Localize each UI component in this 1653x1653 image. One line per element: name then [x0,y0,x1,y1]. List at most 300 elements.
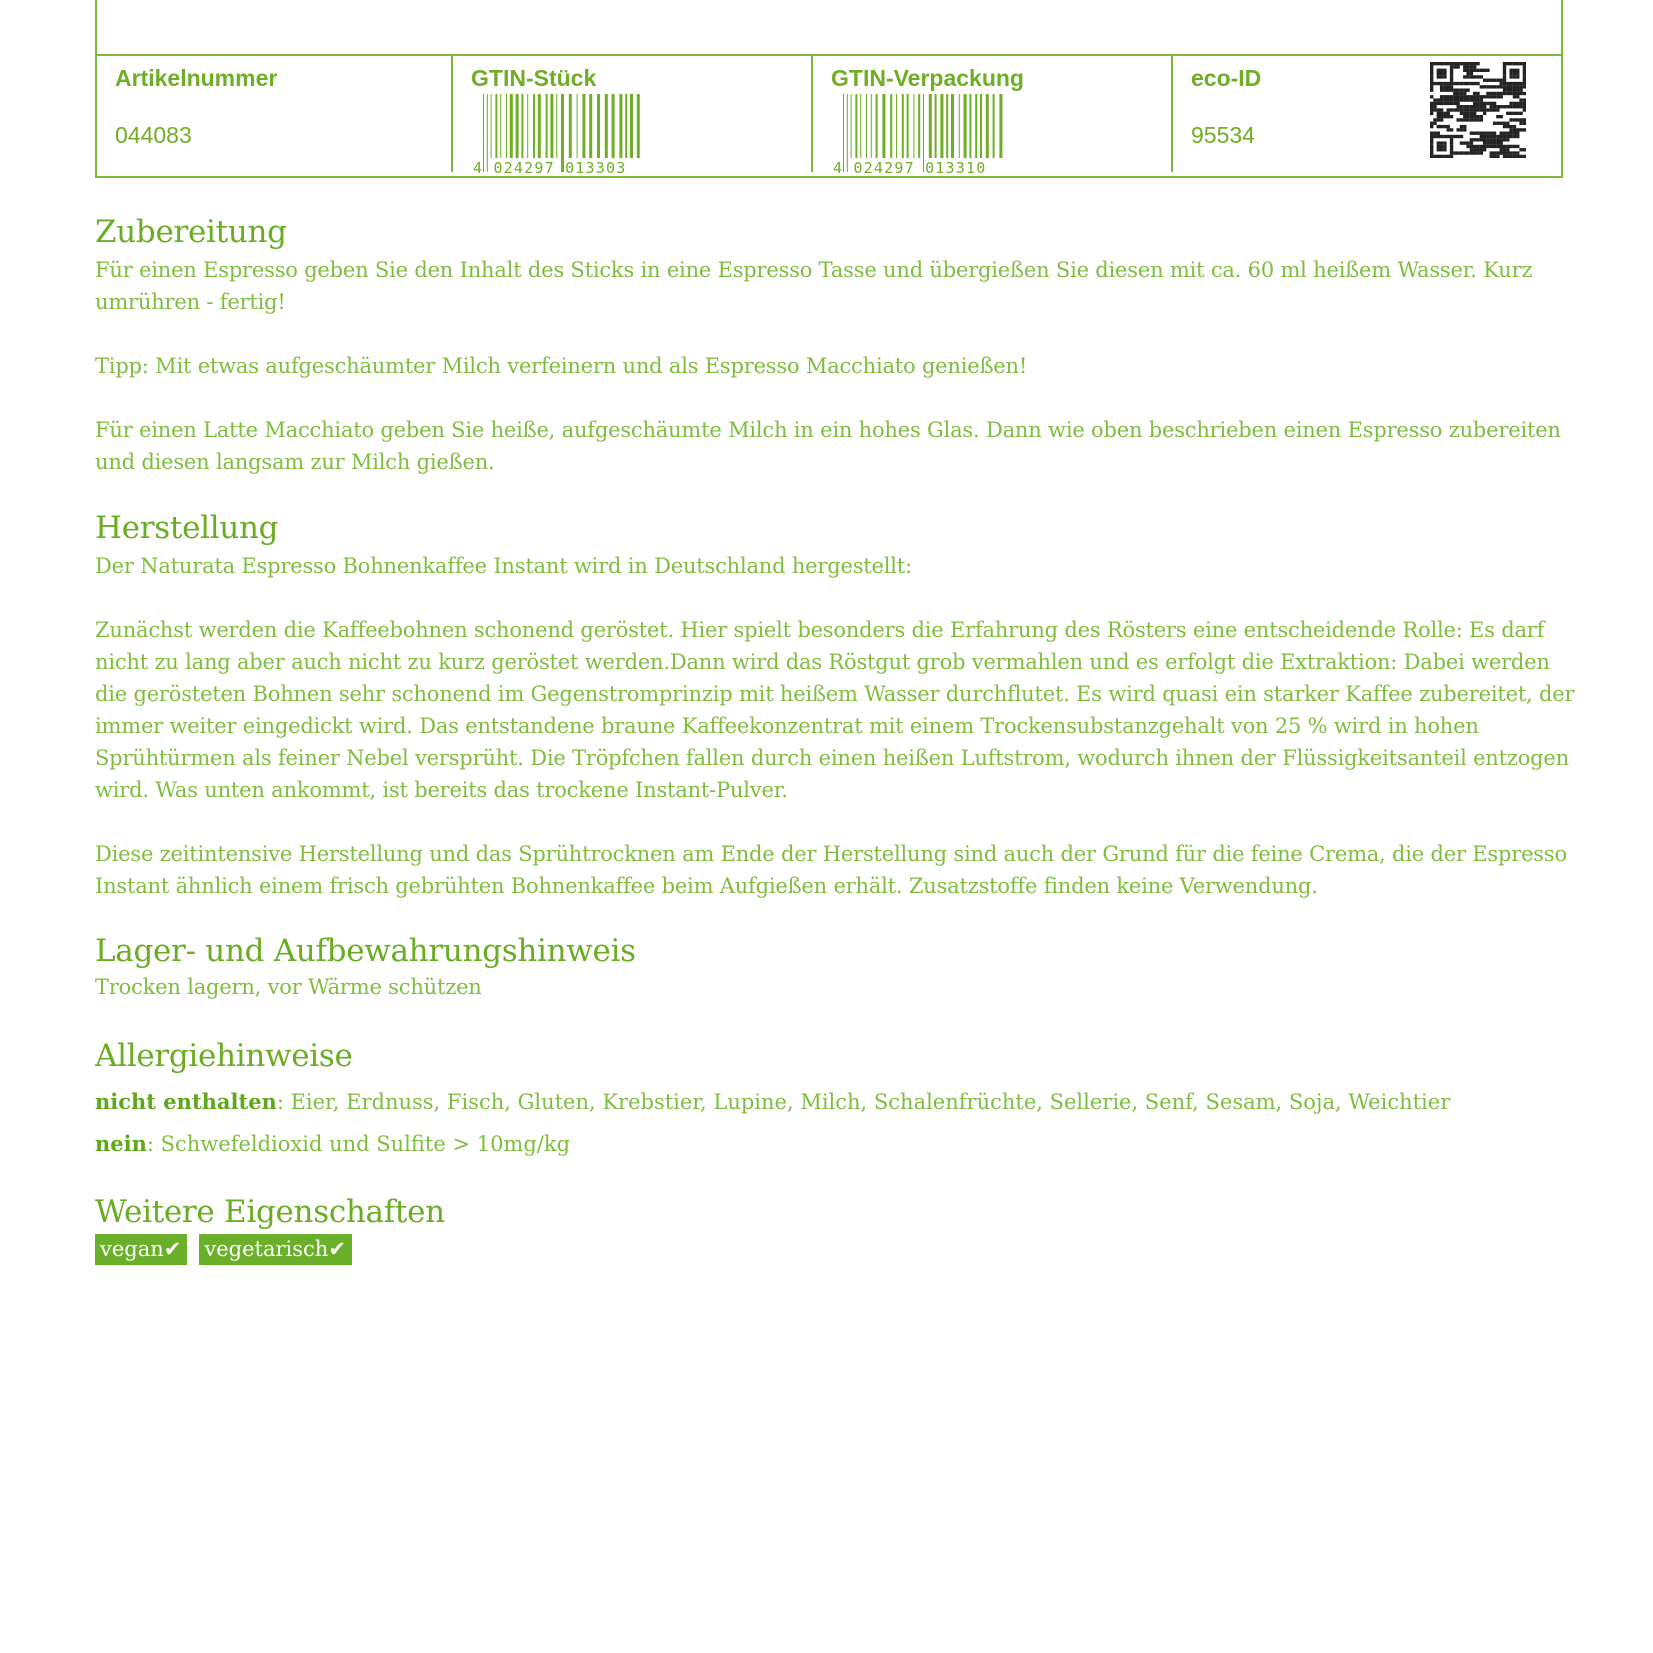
artikelnummer-value: 044083 [115,122,192,148]
qr-module [1513,102,1516,105]
qr-module [1466,75,1469,78]
qr-module [1496,141,1499,144]
qr-module [1496,122,1499,125]
qr-module [1450,98,1453,101]
allergy-line-sulfite [95,1128,1575,1160]
qr-module [1453,62,1456,65]
qr-module [1480,135,1483,138]
qr-module [1460,82,1463,85]
zubereitung-title: Zubereitung [95,214,287,250]
qr-module [1519,105,1522,108]
qr-module [1500,135,1503,138]
qr-module [1470,75,1473,78]
qr-module [1460,105,1463,108]
qr-module [1483,79,1486,82]
qr-module [1490,138,1493,141]
qr-module [1440,118,1443,121]
qr-module [1473,132,1476,135]
qr-module [1430,138,1433,141]
qr-module [1506,92,1509,95]
zubereitung-paragraph-3: Für einen Latte Macchiato geben Sie heiße, aufgeschäumte Milch in ein hohes Glas. Dann wie oben beschrieben einen Espresso zubereiten und diesen langsam zur Milch gießen. [95,418,1561,474]
barcode-bar [951,94,954,158]
qr-module [1443,75,1446,78]
qr-module [1493,138,1496,141]
qr-module [1523,69,1526,72]
qr-module [1516,151,1519,154]
qr-module [1509,128,1512,131]
qr-module [1503,138,1506,141]
allergy-text: : Eier, Erdnuss, Fisch, Gluten, Krebstier, Lupine, Milch, Schalenfrüchte, Sellerie, Senf, Sesam, Soja, Weichtier [276,1090,1451,1114]
qr-module [1430,62,1433,65]
allergy-label: nicht enthalten [95,1089,277,1114]
qr-module [1516,155,1519,158]
qr-module [1490,92,1493,95]
qr-module [1509,69,1512,72]
qr-module [1463,98,1466,101]
qr-module [1519,88,1522,91]
qr-module [1456,108,1459,111]
barcode-bar [946,94,948,158]
qr-module [1519,98,1522,101]
qr-module [1463,82,1466,85]
qr-module [1506,132,1509,135]
barcode-digits: 4 024297 013310 [833,159,987,174]
badge-list [95,1234,1575,1265]
qr-module [1463,88,1466,91]
qr-module [1466,145,1469,148]
qr-module [1473,148,1476,151]
qr-module [1496,145,1499,148]
qr-module [1516,132,1519,135]
qr-module [1433,118,1436,121]
barcode-bar [556,94,557,158]
qr-module [1437,118,1440,121]
qr-module [1476,138,1479,141]
qr-module [1440,98,1443,101]
qr-module [1447,82,1450,85]
qr-module [1450,102,1453,105]
qr-module [1500,92,1503,95]
qr-module [1483,69,1486,72]
qr-module [1506,148,1509,151]
qr-module [1513,75,1516,78]
qr-module [1453,65,1456,68]
qr-module [1483,102,1486,105]
barcode-bar [993,94,995,158]
qr-module [1523,65,1526,68]
qr-module [1480,85,1483,88]
product-info-table [95,0,1563,178]
qr-module [1437,69,1440,72]
qr-module [1476,62,1479,65]
qr-module [1503,72,1506,75]
qr-module [1473,62,1476,65]
qr-module [1490,132,1493,135]
qr-module [1440,88,1443,91]
qr-module [1460,62,1463,65]
qr-module [1486,69,1489,72]
qr-module [1496,155,1499,158]
qr-module [1486,92,1489,95]
herstellung-paragraph-2: Zunächst werden die Kaffeebohnen schonend geröstet. Hier spielt besonders die Erfahrung des Rösters eine entscheidende Rolle: Es darf nicht zu lang aber auch nicht zu kurz geröstet werden.Dann wird das Röstgut grob vermahlen und es erfolgt die Extraktion: Dabei werden die gerösteten Bohnen sehr schonend im Gegenstromprinzip mit heißem Wasser durchflutet. Es wird quasi ein starker Kaffee zubereitet, der immer weiter eingedickt wird. Das entstandene braune Kaffeekonzentrat mit einem Trockensubstanzgehalt von 25 % wird in hohen Sprühtürmen als feiner Nebel versprüht. Die Tröpfchen fallen durch einen heißen Luftstrom, wodurch ihnen der Flüssigkeitsanteil entzogen wird. Was unten ankommt, ist bereits das trockene Instant-Pulver. [95,618,1575,802]
qr-module [1513,82,1516,85]
qr-module [1503,65,1506,68]
qr-module [1523,128,1526,131]
qr-module [1493,85,1496,88]
qr-module [1430,141,1433,144]
qr-module [1493,102,1496,105]
qr-module [1503,155,1506,158]
qr-module [1486,145,1489,148]
qr-module [1506,62,1509,65]
section-herstellung [95,510,1575,902]
qr-module [1430,85,1433,88]
qr-module [1453,108,1456,111]
qr-module [1453,135,1456,138]
qr-module [1466,65,1469,68]
qr-module [1516,95,1519,98]
qr-module [1509,112,1512,115]
section-allergie [95,1038,1575,1160]
qr-module [1440,62,1443,65]
qr-module [1509,82,1512,85]
qr-module [1500,85,1503,88]
qr-module [1466,88,1469,91]
qr-module [1466,112,1469,115]
qr-module [1476,115,1479,118]
qr-module [1450,69,1453,72]
gtin-stueck-label: GTIN-Stück [471,65,597,91]
qr-module [1443,69,1446,72]
qr-module [1440,135,1443,138]
qr-module [1450,155,1453,158]
qr-module [1460,98,1463,101]
qr-module [1437,145,1440,148]
qr-module [1456,98,1459,101]
qr-module [1443,115,1446,118]
qr-module [1516,82,1519,85]
qr-module [1443,62,1446,65]
barcode-bar [569,94,572,158]
qr-module [1483,85,1486,88]
qr-module [1519,112,1522,115]
qr-module [1450,85,1453,88]
qr-module [1519,118,1522,121]
allergie-title: Allergiehinweise [95,1038,353,1074]
qr-module [1473,138,1476,141]
qr-module [1513,128,1516,131]
qr-module [1450,145,1453,148]
qr-module [1443,72,1446,75]
section-zubereitung [95,214,1575,478]
qr-module [1486,141,1489,144]
qr-module [1480,98,1483,101]
qr-module [1496,92,1499,95]
section-lager [95,933,1575,1003]
qr-module [1463,125,1466,128]
qr-module [1463,105,1466,108]
qr-module [1437,98,1440,101]
barcode-bar [630,94,633,158]
qr-module [1519,102,1522,105]
qr-module [1437,135,1440,138]
qr-module [1463,141,1466,144]
barcode-bar [510,94,513,158]
qr-module [1513,135,1516,138]
qr-module [1516,112,1519,115]
qr-module [1473,75,1476,78]
qr-module [1513,85,1516,88]
qr-module [1463,92,1466,95]
allergy-label: nein [95,1131,147,1156]
qr-module [1466,72,1469,75]
qr-module [1440,155,1443,158]
qr-module [1519,82,1522,85]
qr-module [1506,138,1509,141]
qr-module [1493,108,1496,111]
qr-module [1437,125,1440,128]
qr-module [1440,115,1443,118]
qr-module [1463,128,1466,131]
qr-module [1450,138,1453,141]
qr-module [1519,92,1522,95]
barcode-bar [918,94,920,158]
qr-module [1443,112,1446,115]
barcode-bar [935,94,937,158]
qr-module [1486,108,1489,111]
qr-module [1450,108,1453,111]
qr-module [1513,151,1516,154]
qr-module [1473,118,1476,121]
qr-module [1490,155,1493,158]
cell-gtin-stueck [453,56,811,174]
qr-module [1473,65,1476,68]
eco-id-value: 95534 [1191,122,1255,148]
qr-module [1466,118,1469,121]
qr-module [1450,151,1453,154]
qr-module [1506,82,1509,85]
qr-module [1513,62,1516,65]
qr-module [1450,88,1453,91]
qr-module [1447,62,1450,65]
qr-module [1437,82,1440,85]
qr-module [1430,105,1433,108]
qr-module [1516,128,1519,131]
qr-module [1493,122,1496,125]
qr-module [1513,92,1516,95]
qr-module [1483,132,1486,135]
qr-module [1493,151,1496,154]
qr-module [1480,145,1483,148]
qr-module [1470,108,1473,111]
qr-module [1480,151,1483,154]
qr-module [1443,145,1446,148]
qr-module [1466,98,1469,101]
qr-module [1463,65,1466,68]
qr-module [1519,85,1522,88]
qr-module [1513,72,1516,75]
qr-module [1476,105,1479,108]
qr-module [1486,135,1489,138]
qr-module [1516,145,1519,148]
qr-module [1493,95,1496,98]
qr-module [1509,155,1512,158]
qr-module [1456,102,1459,105]
qr-module [1440,148,1443,151]
qr-module [1450,135,1453,138]
qr-module [1506,135,1509,138]
qr-module [1430,145,1433,148]
qr-module [1476,148,1479,151]
qr-module [1433,105,1436,108]
qr-module [1480,132,1483,135]
qr-module [1523,72,1526,75]
qr-module [1460,118,1463,121]
qr-module [1440,125,1443,128]
qr-module [1473,145,1476,148]
qr-module [1509,75,1512,78]
allergy-line-not-contained [95,1086,1575,1118]
qr-module [1480,138,1483,141]
qr-module [1447,108,1450,111]
qr-module [1466,115,1469,118]
qr-module [1450,75,1453,78]
qr-module [1503,105,1506,108]
qr-module [1490,145,1493,148]
qr-module [1516,118,1519,121]
qr-module [1490,108,1493,111]
qr-module [1476,82,1479,85]
barcode-bar [612,94,615,158]
qr-module [1509,151,1512,154]
qr-module [1500,141,1503,144]
qr-module [1476,102,1479,105]
qr-module [1483,95,1486,98]
qr-module [1506,88,1509,91]
qr-module [1473,112,1476,115]
qr-module [1447,115,1450,118]
allergy-text: : Schwefeldioxid und Sulfite > 10mg/kg [146,1132,571,1156]
artikelnummer-label: Artikelnummer [115,65,278,91]
gtin-stueck-barcode [471,94,651,174]
qr-module [1483,112,1486,115]
qr-module [1513,105,1516,108]
qr-module [1506,151,1509,154]
qr-module [1523,75,1526,78]
qr-module [1490,102,1493,105]
qr-module [1466,62,1469,65]
qr-module [1433,122,1436,125]
qr-module [1480,75,1483,78]
barcode-bar [876,94,878,158]
qr-module [1506,105,1509,108]
qr-module [1483,105,1486,108]
qr-module [1516,69,1519,72]
qr-module [1509,145,1512,148]
qr-module [1470,141,1473,144]
qr-module [1490,135,1493,138]
qr-module [1500,79,1503,82]
qr-module [1523,118,1526,121]
qr-module [1430,151,1433,154]
qr-module [1453,88,1456,91]
qr-module [1473,95,1476,98]
qr-module [1456,95,1459,98]
qr-module [1443,82,1446,85]
qr-module [1490,95,1493,98]
qr-module [1513,132,1516,135]
qr-module [1460,151,1463,154]
qr-module [1503,62,1506,65]
qr-module [1430,132,1433,135]
cell-gtin-verpackung [813,56,1171,174]
qr-module [1473,105,1476,108]
qr-module [1509,105,1512,108]
barcode-bar [851,94,852,158]
qr-module [1506,125,1509,128]
qr-module [1490,79,1493,82]
qr-module [1486,79,1489,82]
qr-module [1470,65,1473,68]
qr-module [1503,85,1506,88]
qr-module [1437,148,1440,151]
qr-module [1453,95,1456,98]
qr-module [1513,112,1516,115]
qr-module [1473,98,1476,101]
qr-module [1523,102,1526,105]
barcode-bar [637,94,640,158]
qr-module [1496,115,1499,118]
qr-module [1466,69,1469,72]
qr-module [1523,92,1526,95]
qr-module [1503,88,1506,91]
qr-module [1437,102,1440,105]
qr-module [1509,102,1512,105]
qr-module [1503,132,1506,135]
qr-module [1483,135,1486,138]
qr-module [1433,155,1436,158]
qr-module [1470,105,1473,108]
qr-module [1443,85,1446,88]
barcode-digits: 4 024297 013303 [473,159,627,174]
qr-module [1503,135,1506,138]
qr-module [1476,98,1479,101]
qr-module [1509,125,1512,128]
qr-module [1450,62,1453,65]
barcode-bar [527,94,528,158]
qr-module [1516,62,1519,65]
qr-module [1523,155,1526,158]
qr-module [1460,125,1463,128]
qr-module [1480,95,1483,98]
qr-module [1496,138,1499,141]
qr-module [1437,132,1440,135]
qr-module [1496,95,1499,98]
qr-module [1503,69,1506,72]
qr-module [1500,82,1503,85]
qr-module [1456,151,1459,154]
qr-module [1463,75,1466,78]
qr-module [1473,92,1476,95]
qr-module [1433,62,1436,65]
qr-module [1466,151,1469,154]
qr-module [1523,82,1526,85]
section-eigenschaften [95,1194,1575,1265]
qr-module [1437,115,1440,118]
qr-module [1450,95,1453,98]
qr-module [1509,132,1512,135]
qr-module [1516,135,1519,138]
